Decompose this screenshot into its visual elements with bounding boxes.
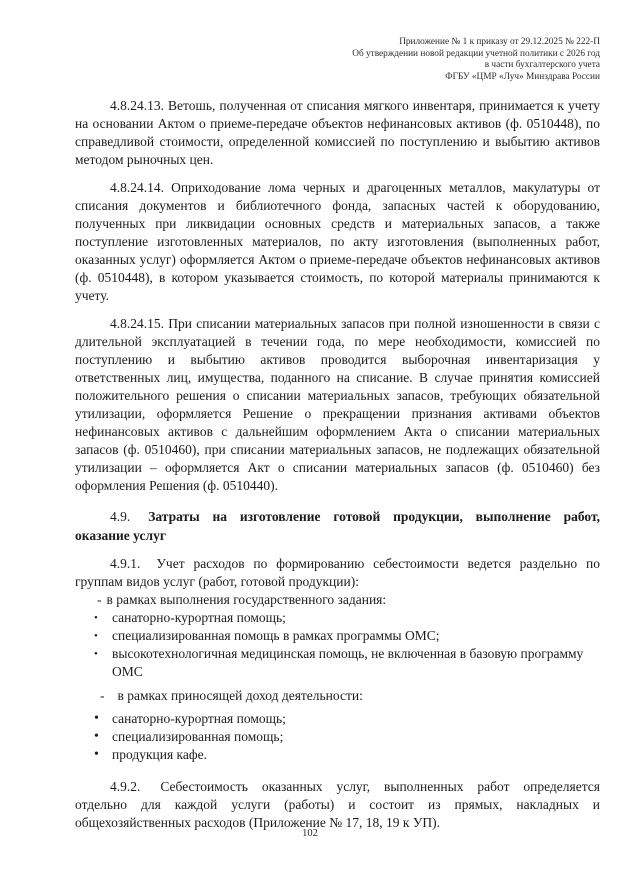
paragraph-4-8-24-14: [75, 179, 600, 305]
bullet-list-state-task: [92, 609, 600, 681]
section-number: 4.9.: [110, 508, 131, 524]
section-heading-4-9: [75, 507, 600, 545]
clause-number: 4.8.24.14.: [110, 179, 164, 195]
header-line-4: ФГБУ «ЦМР «Луч» Минздрава России: [445, 72, 600, 83]
clause-number: 4.8.24.13.: [110, 97, 164, 113]
list-item: • специализированная помощь в рамках программы ОМС;: [92, 627, 600, 645]
dash-item-text: в рамках приносящей доход деятельности:: [117, 687, 363, 703]
dash-item-state-task: [97, 591, 600, 609]
clause-number: 4.8.24.15.: [110, 315, 164, 331]
dash-icon: -: [97, 591, 102, 607]
paragraph-4-9-2: [75, 778, 600, 832]
list-item: • высокотехнологичная медицинская помощь, не включенная в базовую программу ОМС: [92, 645, 600, 681]
document-header: [75, 37, 600, 84]
paragraph-4-8-24-15: [75, 315, 600, 495]
clause-number: 4.9.1.: [110, 555, 141, 571]
section-title: Затраты на изготовление готовой продукции, выполнение работ, оказание услуг: [75, 508, 600, 543]
clause-number: 4.9.2.: [110, 778, 141, 794]
bullet-list-income-activity: [92, 710, 600, 764]
list-item: • специализированная помощь;: [92, 728, 600, 746]
clause-text: Ветошь, полученная от списания мягкого инвентаря, принимается к учету на основании Актом о приеме-передаче объектов нефинансовых активов (ф. 0510448), по справедливой стоимости, определенной комиссией по поступлению и выбытию активов методом рыночных цен.: [75, 97, 601, 167]
paragraph-4-9-1: [75, 555, 600, 591]
page-number: 102: [302, 828, 318, 839]
clause-text: Оприходование лома черных и драгоценных металлов, макулатуры от списания документов и библиотечного фонда, запасных частей к оборудованию, полученных при ликвидации основных средств и материальных запасов, а также поступление изготовленных материалов, по акту изготовления (выполненных работ, оказанных услуг) оформляется Актом о приеме-передаче объектов нефинансовых активов (ф. 0510448), в котором указывается стоимость, по которой материалы принимаются к учету.: [75, 179, 601, 303]
dash-item-income-activity: [100, 687, 600, 705]
header-line-2: Об утверждении новой редакции учетной политики с 2026 год: [352, 48, 600, 59]
header-line-1: Приложение № 1 к приказу от 29.12.2025 № 222-П: [399, 37, 600, 47]
list-item: • санаторно-курортная помощь;: [92, 710, 600, 728]
paragraph-4-8-24-13: [75, 97, 600, 169]
dash-icon: -: [100, 687, 105, 703]
clause-text: Учет расходов по формированию себестоимости ведется раздельно по группам видов услуг (работ, готовой продукции):: [75, 555, 600, 589]
list-item: • продукция кафе.: [92, 746, 600, 764]
list-item: • санаторно-курортная помощь;: [92, 609, 600, 627]
dash-item-text: в рамках выполнения государственного задания:: [106, 591, 387, 607]
clause-text: Себестоимость оказанных услуг, выполненных работ определяется отдельно для каждой услуги (работы) и состоит из прямых, накладных и общехозяйственных расходов (Приложение № 17, 18, 19 к УП).: [75, 778, 600, 830]
header-line-3: в части бухгалтерского учета: [484, 60, 600, 71]
clause-text: При списании материальных запасов при полной изношенности в связи с длительной эксплуатацией в течении года, по мере необходимости, комиссией по поступлению и выбытию активов проводится выборочная инвентаризация у ответственных лиц, имущества, поданного на списание. В случае принятия комиссией положительного решения о списании материальных запасов, требующих обязательной утилизации, оформляется Решение о прекращении признания активами объектов нефинансовых активов с дальнейшим оформлением Акта о списании материальных запасов (ф. 0510460), при списании материальных запасов, не подлежащих обязательной утилизации – оформляется Акт о списании материальных запасов (ф. 0510460) без оформления Решения (ф. 0510440).: [75, 315, 600, 493]
